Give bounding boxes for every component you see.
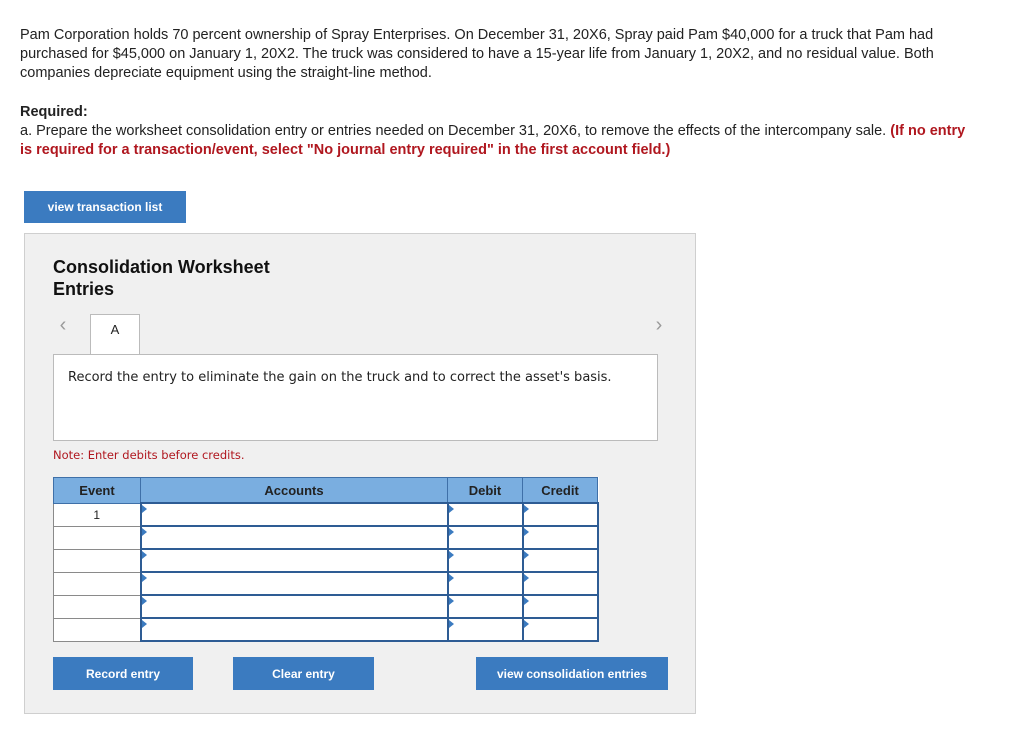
event-cell <box>54 549 141 572</box>
required-text <box>20 122 980 160</box>
input-indicator-icon <box>449 505 454 513</box>
entry-description: Record the entry to eliminate the gain on the truck and to correct the asset's basis. <box>53 354 658 441</box>
table-row <box>54 572 598 595</box>
clear-entry-button[interactable]: Clear entry <box>233 657 374 690</box>
table-row <box>54 549 598 572</box>
header-accounts: Accounts <box>141 478 448 504</box>
credit-field[interactable] <box>523 503 598 526</box>
account-field[interactable] <box>141 549 448 572</box>
event-cell: 1 <box>54 503 141 526</box>
input-indicator-icon <box>524 505 529 513</box>
view-transaction-list-button[interactable]: view transaction list <box>24 191 186 223</box>
input-indicator-icon <box>524 574 529 582</box>
note-text: Note: Enter debits before credits. <box>53 448 245 462</box>
credit-field[interactable] <box>523 526 598 549</box>
table-header-row <box>54 478 598 504</box>
dropdown-indicator-icon <box>142 528 147 536</box>
table-row <box>54 526 598 549</box>
credit-field[interactable] <box>523 618 598 641</box>
debit-field[interactable] <box>448 526 523 549</box>
input-indicator-icon <box>449 551 454 559</box>
required-instruction: (If no entry is required for a transaction/event, select "No journal entry required" in the first account field.) <box>20 123 966 158</box>
chevron-left-icon[interactable]: ‹ <box>59 314 67 336</box>
input-indicator-icon <box>524 620 529 628</box>
debit-field[interactable] <box>448 572 523 595</box>
input-indicator-icon <box>524 528 529 536</box>
debit-field[interactable] <box>448 549 523 572</box>
consolidation-panel <box>24 233 696 714</box>
table-row <box>54 618 598 641</box>
tab-a[interactable]: A <box>90 314 140 354</box>
account-field[interactable] <box>141 526 448 549</box>
account-field[interactable] <box>141 572 448 595</box>
event-cell <box>54 572 141 595</box>
dropdown-indicator-icon <box>142 620 147 628</box>
input-indicator-icon <box>449 597 454 605</box>
input-indicator-icon <box>524 551 529 559</box>
required-label: Required: <box>20 104 88 120</box>
input-indicator-icon <box>524 597 529 605</box>
panel-title: Consolidation Worksheet Entries <box>53 257 270 299</box>
dropdown-indicator-icon <box>142 574 147 582</box>
credit-field[interactable] <box>523 595 598 618</box>
input-indicator-icon <box>449 574 454 582</box>
event-cell <box>54 526 141 549</box>
dropdown-indicator-icon <box>142 505 147 513</box>
header-credit: Credit <box>523 478 598 504</box>
account-field[interactable] <box>141 595 448 618</box>
credit-field[interactable] <box>523 549 598 572</box>
account-field[interactable] <box>141 503 448 526</box>
event-cell <box>54 618 141 641</box>
view-consolidation-entries-button[interactable]: view consolidation entries <box>476 657 668 690</box>
debit-field[interactable] <box>448 503 523 526</box>
credit-field[interactable] <box>523 572 598 595</box>
table-row <box>54 503 598 526</box>
chevron-right-icon[interactable]: › <box>655 314 663 336</box>
header-event: Event <box>54 478 141 504</box>
account-field[interactable] <box>141 618 448 641</box>
journal-entry-table <box>53 477 599 642</box>
dropdown-indicator-icon <box>142 597 147 605</box>
event-cell <box>54 595 141 618</box>
table-row <box>54 595 598 618</box>
input-indicator-icon <box>449 528 454 536</box>
input-indicator-icon <box>449 620 454 628</box>
problem-statement: Pam Corporation holds 70 percent ownership of Spray Enterprises. On December 31, 20X6, Spray paid Pam $40,000 for a truck that Pam had purchased for $45,000 on January 1, 20X2. The truck was considered to have a 15-year life from January 1, 20X2, and no residual value. Both companies depreciate equipment using the straight-line method. <box>20 27 934 81</box>
debit-field[interactable] <box>448 618 523 641</box>
debit-field[interactable] <box>448 595 523 618</box>
header-debit: Debit <box>448 478 523 504</box>
record-entry-button[interactable]: Record entry <box>53 657 193 690</box>
required-question: a. Prepare the worksheet consolidation entry or entries needed on December 31, 20X6, to remove the effects of the intercompany sale. <box>20 123 887 139</box>
dropdown-indicator-icon <box>142 551 147 559</box>
